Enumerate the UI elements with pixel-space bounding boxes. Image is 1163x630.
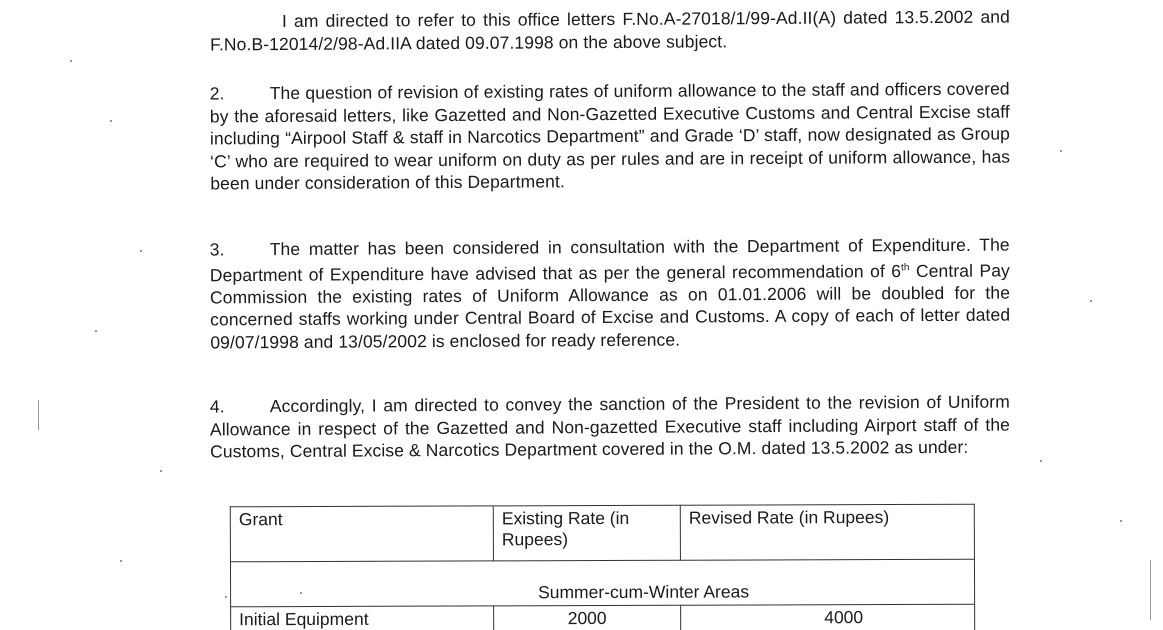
paragraph-3-text-b: Central Pay Commission the existing rates of Uniform Allowance as on 01.01.2006 will be doubled for the concerned staffs working under Central Board of Excise and Customs. A copy of each of letter dated 09/07/1998 and 13/05/2002 is enclosed for ready reference. <box>209 259 1011 353</box>
scan-speck <box>1060 150 1062 152</box>
scan-speck <box>160 470 162 472</box>
scan-speck <box>120 560 122 562</box>
header-existing-rate: Existing Rate (in Rupees) <box>493 505 680 561</box>
scan-speck <box>300 592 302 594</box>
paragraph-3-text-a: The matter has been considered in consultation with the Department of Expenditure. The Department of Expenditure have advised that as per the general recommendation of 6 <box>209 234 1010 285</box>
paragraph-1 <box>210 6 1010 56</box>
paragraph-3-number: 3. <box>209 239 225 260</box>
table-header-row <box>230 504 974 562</box>
scan-speck <box>225 596 227 598</box>
scan-speck <box>70 60 72 62</box>
header-revised-rate: Revised Rate (in Rupees) <box>680 504 974 560</box>
table-section-row <box>230 559 974 607</box>
header-grant: Grant <box>230 506 493 562</box>
scan-speck <box>1040 460 1042 462</box>
paragraph-2-text: The question of revision of existing rates of uniform allowance to the staff and officers covered by the aforesaid letters, like Gazetted and Non-Gazetted Executive Customs and Central Excise staff including “Airpool Staff & staff in Narcotics Department” and Grade ‘D’ staff, now designated as Group ‘C’ who are required to wear uniform on duty as per rules and are in receipt of uniform allowance, has been under consideration of this Department. <box>209 78 1011 194</box>
row-grant: Initial Equipment <box>231 606 494 630</box>
paragraph-4-text: Accordingly, I am directed to convey the sanction of the President to the revision of Uniform Allowance in respect of the Gazetted and Non-gazetted Executive staff including Airport staff of the Customs, Central Excise & Narcotics Department covered in the O.M. dated 13.5.2002 as under: <box>209 391 1011 462</box>
section-summer-cum-winter: Summer-cum-Winter Areas <box>230 559 974 607</box>
scan-speck <box>1090 300 1092 302</box>
table-row <box>231 604 975 630</box>
scan-speck <box>110 120 112 122</box>
paragraph-4 <box>210 391 1010 463</box>
paragraph-4-number: 4. <box>209 396 225 417</box>
scan-speck <box>95 330 97 332</box>
scan-speck <box>1120 520 1122 522</box>
scan-edge-mark <box>38 400 39 430</box>
paragraph-2 <box>210 78 1011 195</box>
paragraph-3-superscript: th <box>900 261 910 273</box>
paragraph-3 <box>210 234 1011 354</box>
scan-speck <box>140 250 142 252</box>
row-revised-rate: 4000 <box>681 604 975 630</box>
paragraph-1-text: I am directed to refer to this office letters F.No.A-27018/1/99-Ad.II(A) dated 13.5.2002 and F.No.B-12014/2/98-Ad.IIA dated 09.07.1998 on the above subject. <box>210 6 1010 54</box>
paragraph-2-number: 2. <box>209 83 225 104</box>
row-existing-rate: 2000 <box>494 605 681 630</box>
scan-edge-mark <box>1150 560 1151 620</box>
uniform-allowance-table <box>230 504 975 630</box>
